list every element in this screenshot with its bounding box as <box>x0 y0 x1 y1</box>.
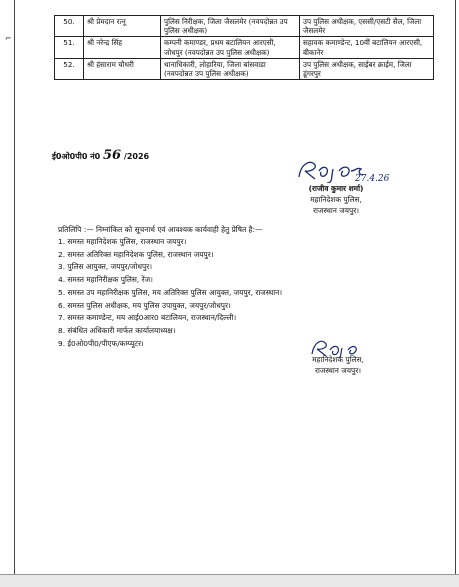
signature-block <box>276 155 396 216</box>
list-item: 8. संबंधित अधिकारी मार्फत कार्यालयाध्यक्ष। <box>58 325 176 335</box>
list-item: 4. समस्त महानिरीक्षक पुलिस, रेंज। <box>58 275 153 285</box>
signature-scribble <box>281 155 391 183</box>
signatory-designation: महानिदेशक पुलिस, <box>310 195 362 204</box>
posting-table <box>54 15 434 80</box>
order-prefix: ई0ओ0पी0 नं0 <box>52 152 101 161</box>
page-bottom-edge <box>0 574 459 587</box>
cell-name: श्री प्रेमदान रत्नू <box>84 16 161 37</box>
signatory-location: राजस्थान जयपुर। <box>312 206 360 215</box>
list-item: 5. समस्त उप महानिरीक्षक पुलिस, मय अतिरिक्त पुलिस आयुक्त, जयपुर, राजस्थान। <box>58 287 283 297</box>
cell-from: पुलिस निरीक्षक, जिला जैसलमेर (नवपदोन्नत उप पुलिस अधीक्षक) <box>161 16 300 37</box>
order-number-value: 56 <box>103 148 122 163</box>
table-row <box>55 37 434 58</box>
signatory2-designation: महानिदेशक पुलिस, <box>312 355 364 364</box>
copy-intro: प्रतिलिपि :— निम्नांकित को सूचनार्थ एवं आवश्यक कार्यवाही हेतु प्रेषित है:— <box>58 225 263 234</box>
signature-date: 27.4.26 <box>355 174 390 183</box>
signatory-name: (राजीव कुमार शर्मा) <box>308 184 364 193</box>
cell-name: श्री नरेन्द्र सिंह <box>84 37 161 58</box>
list-item: 6. समस्त पुलिस अधीक्षक, मय पुलिस उपायुक्त, जयपुर/जोधपुर। <box>58 300 231 310</box>
cell-sno: 51. <box>55 37 84 58</box>
list-item: 7. समस्त कमाण्डेन्ट, मय आई0आर0 बटालियन, राजस्थान/दिल्ली। <box>58 313 237 323</box>
margin-mark: ⌐ <box>5 34 12 43</box>
recipient-list <box>58 236 282 350</box>
cell-name: श्री हंसाराम चौधरी <box>84 58 161 79</box>
order-number <box>52 148 149 163</box>
table-row <box>55 58 434 79</box>
cell-to: उप पुलिस अधीक्षक, एससी/एसटी सैल, जिला जैसलमेर <box>300 16 434 37</box>
list-item: 2. समस्त अतिरिक्त महानिदेशक पुलिस, राजस्थान जयपुर। <box>58 249 214 259</box>
list-item: 9. ई0ओ0पी0/पीएफ/कम्प्यूटर। <box>58 338 144 348</box>
list-item: 1. समस्त महानिदेशक पुलिस, राजस्थान जयपुर। <box>58 237 187 246</box>
signatory2-location: राजस्थान जयपुर। <box>314 366 362 375</box>
cell-sno: 50. <box>55 16 84 37</box>
list-item: 3. पुलिस आयुक्त, जयपुर/जोधपुर। <box>58 262 153 272</box>
cell-to: उप पुलिस अधीक्षक, साईबर क्राईम, जिला डूंगरपुर <box>300 58 434 79</box>
signature-scribble-2 <box>306 336 366 358</box>
signature-block-2 <box>298 340 378 376</box>
cell-from: थानाधिकारी, लोहारिया, जिला बांसवाडा (नवपदोन्नत उप पुलिस अधीक्षक) <box>161 58 300 79</box>
order-year: /2026 <box>123 152 150 161</box>
cell-to: सहायक कमाण्डेन्ट, 10वीं बटालियन आरएसी, बीकानेर <box>300 37 434 58</box>
cell-from: कम्पनी कमाण्डर, प्रथम बटालियन आरएसी, जोधपुर (नवपदोन्नत उप पुलिस अधीक्षक) <box>161 37 300 58</box>
table-row <box>55 16 434 37</box>
cell-sno: 52. <box>55 58 84 79</box>
